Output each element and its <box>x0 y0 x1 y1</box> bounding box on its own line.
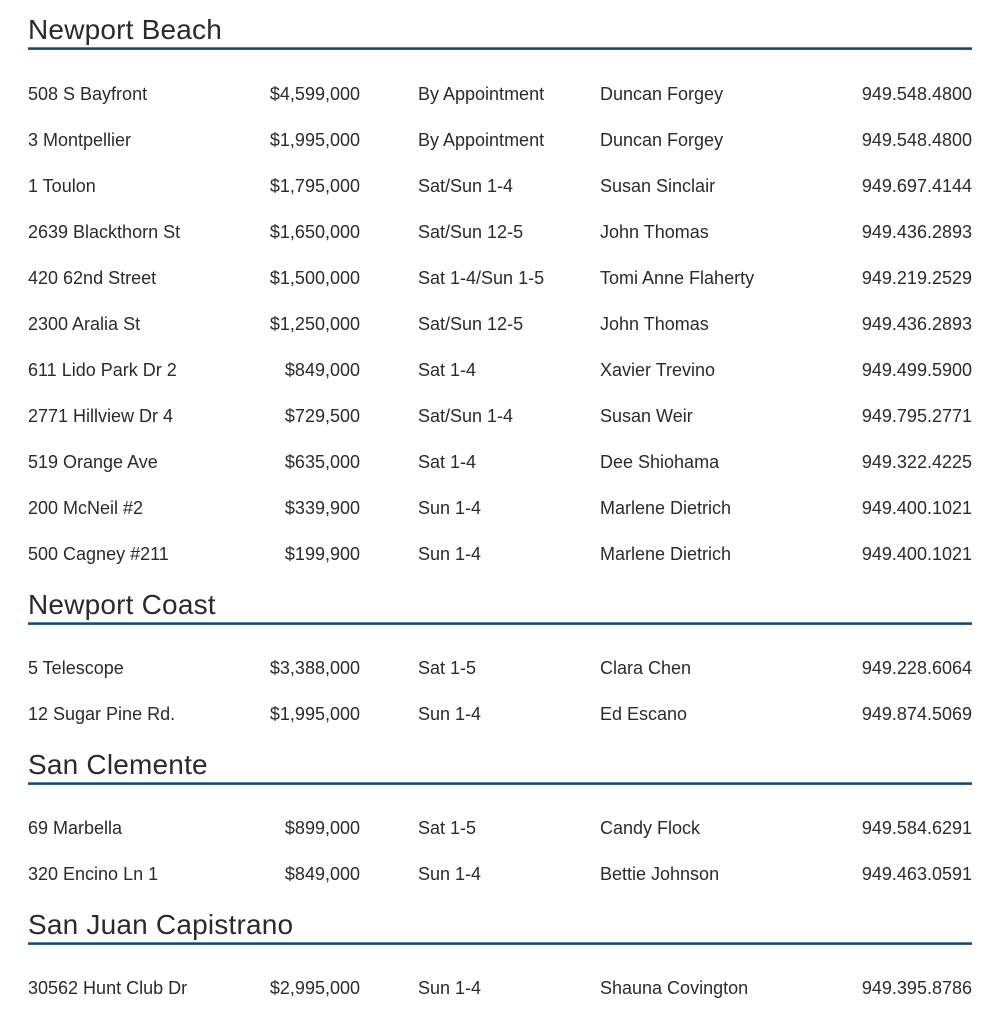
listing-agent: Dee Shiohama <box>600 451 720 472</box>
listings-table <box>28 71 972 577</box>
listing-open-house: By Appointment <box>418 129 545 150</box>
listing-phone: 949.548.4800 <box>861 83 972 104</box>
city-section <box>28 14 972 577</box>
listing-open-house: Sat/Sun 1-4 <box>418 405 514 426</box>
listing-row <box>28 301 972 347</box>
listing-open-house: Sat 1-4 <box>418 359 477 380</box>
listing-address: 200 McNeil #2 <box>28 497 144 518</box>
listing-open-house: Sat 1-4/Sun 1-5 <box>418 267 545 288</box>
listing-phone: 949.322.4225 <box>861 451 972 472</box>
listing-price: $899,000 <box>284 817 360 838</box>
listing-price: $849,000 <box>284 359 360 380</box>
listing-row <box>28 805 972 851</box>
section-divider-rule <box>28 782 972 785</box>
listing-agent: Duncan Forgey <box>600 83 724 104</box>
listing-phone: 949.228.6064 <box>861 657 972 678</box>
listing-row <box>28 393 972 439</box>
listing-price: $3,388,000 <box>269 657 360 678</box>
listing-address: 2771 Hillview Dr 4 <box>28 405 174 426</box>
listing-open-house: Sun 1-4 <box>418 977 482 998</box>
listing-agent: John Thomas <box>600 313 709 334</box>
listing-phone: 949.548.4800 <box>861 129 972 150</box>
listing-price: $635,000 <box>284 451 360 472</box>
listing-open-house: Sat/Sun 12-5 <box>418 313 524 334</box>
section-title: Newport Coast <box>28 589 216 620</box>
listing-agent: Duncan Forgey <box>600 129 724 150</box>
listing-price: $1,995,000 <box>269 703 360 724</box>
listing-address: 30562 Hunt Club Dr <box>28 977 188 998</box>
listing-phone: 949.697.4144 <box>861 175 972 196</box>
city-section <box>28 589 972 737</box>
listing-open-house: Sat 1-5 <box>418 817 477 838</box>
listing-open-house: Sun 1-4 <box>418 863 482 884</box>
listing-price: $2,995,000 <box>269 977 360 998</box>
listing-row <box>28 851 972 897</box>
listing-price: $1,500,000 <box>269 267 360 288</box>
listing-address: 12 Sugar Pine Rd. <box>28 703 176 724</box>
listing-phone: 949.499.5900 <box>861 359 972 380</box>
listing-address: 69 Marbella <box>28 817 123 838</box>
listing-address: 611 Lido Park Dr 2 <box>28 359 177 380</box>
listing-phone: 949.219.2529 <box>861 267 972 288</box>
city-section <box>28 909 972 1011</box>
listing-phone: 949.436.2893 <box>861 221 972 242</box>
listing-agent: Xavier Trevino <box>600 359 716 380</box>
listing-open-house: Sun 1-4 <box>418 497 482 518</box>
city-section <box>28 749 972 897</box>
listing-agent: Ed Escano <box>600 703 688 724</box>
listing-row <box>28 965 972 1011</box>
listings-table <box>28 805 972 897</box>
listing-agent: Shauna Covington <box>600 977 749 998</box>
listing-address: 519 Orange Ave <box>28 451 158 472</box>
listing-address: 5 Telescope <box>28 657 124 678</box>
section-divider-rule <box>28 622 972 625</box>
listing-open-house: Sun 1-4 <box>418 703 482 724</box>
listing-address: 3 Montpellier <box>28 129 132 150</box>
listing-price: $4,599,000 <box>269 83 360 104</box>
listing-open-house: Sun 1-4 <box>418 543 482 564</box>
section-title: San Clemente <box>28 749 208 780</box>
listing-agent: Bettie Johnson <box>600 863 720 884</box>
section-divider-rule <box>28 942 972 945</box>
listing-row <box>28 347 972 393</box>
listing-agent: Marlene Dietrich <box>600 497 732 518</box>
listing-row <box>28 163 972 209</box>
listing-row <box>28 691 972 737</box>
listing-price: $339,900 <box>284 497 360 518</box>
listing-phone: 949.400.1021 <box>861 543 972 564</box>
listing-price: $1,795,000 <box>269 175 360 196</box>
listing-phone: 949.584.6291 <box>861 817 972 838</box>
listing-open-house: Sat 1-4 <box>418 451 477 472</box>
listing-row <box>28 485 972 531</box>
listing-row <box>28 531 972 577</box>
listing-agent: Marlene Dietrich <box>600 543 732 564</box>
listing-address: 1 Toulon <box>28 175 96 196</box>
listing-price: $1,250,000 <box>269 313 360 334</box>
listing-agent: Clara Chen <box>600 657 692 678</box>
listing-open-house: Sat 1-5 <box>418 657 477 678</box>
listing-price: $1,650,000 <box>269 221 360 242</box>
section-title: Newport Beach <box>28 14 223 45</box>
listing-row <box>28 117 972 163</box>
section-divider-rule <box>28 47 972 50</box>
listing-price: $1,995,000 <box>269 129 360 150</box>
listing-agent: John Thomas <box>600 221 709 242</box>
listing-phone: 949.436.2893 <box>861 313 972 334</box>
listing-agent: Susan Sinclair <box>600 175 716 196</box>
listings-table <box>28 965 972 1011</box>
listing-agent: Susan Weir <box>600 405 693 426</box>
listing-open-house: Sat/Sun 12-5 <box>418 221 524 242</box>
listing-row <box>28 209 972 255</box>
listing-address: 2639 Blackthorn St <box>28 221 181 242</box>
listing-price: $199,900 <box>284 543 360 564</box>
listing-phone: 949.395.8786 <box>861 977 972 998</box>
listing-address: 420 62nd Street <box>28 267 157 288</box>
listing-open-house: Sat/Sun 1-4 <box>418 175 514 196</box>
listing-price: $849,000 <box>284 863 360 884</box>
listings-document <box>28 14 972 1011</box>
listings-table <box>28 645 972 737</box>
listing-price: $729,500 <box>284 405 360 426</box>
listing-phone: 949.795.2771 <box>861 405 972 426</box>
listing-phone: 949.463.0591 <box>861 863 972 884</box>
listing-phone: 949.400.1021 <box>861 497 972 518</box>
listing-row <box>28 71 972 117</box>
listing-row <box>28 645 972 691</box>
listing-address: 320 Encino Ln 1 <box>28 863 159 884</box>
listing-phone: 949.874.5069 <box>861 703 972 724</box>
listing-open-house: By Appointment <box>418 83 545 104</box>
listing-agent: Tomi Anne Flaherty <box>600 267 755 288</box>
listing-address: 500 Cagney #211 <box>28 543 169 564</box>
listing-agent: Candy Flock <box>600 817 701 838</box>
section-title: San Juan Capistrano <box>28 909 294 940</box>
listing-address: 508 S Bayfront <box>28 83 148 104</box>
listing-row <box>28 255 972 301</box>
listing-row <box>28 439 972 485</box>
listing-address: 2300 Aralia St <box>28 313 141 334</box>
